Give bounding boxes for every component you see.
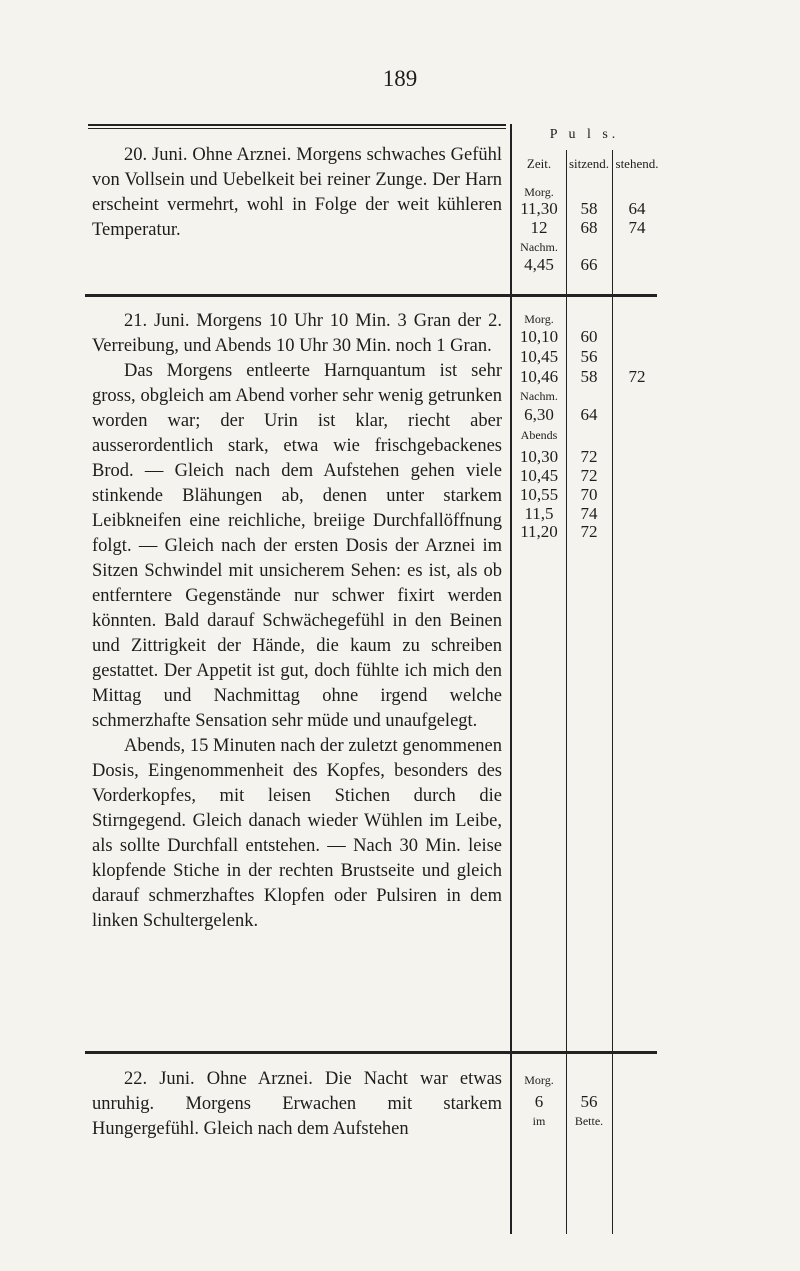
- time-value: 10,30: [519, 447, 559, 466]
- entry-22-juni: [92, 1067, 502, 1142]
- sitting-value: 74: [580, 504, 598, 523]
- time-value: 10,55: [519, 485, 559, 504]
- pulse-header: P u l s.: [549, 127, 620, 142]
- label-morg: Morg.: [524, 312, 554, 326]
- top-rule-thin: [88, 128, 506, 129]
- label-morg: Morg.: [524, 185, 554, 199]
- sitting-value: 72: [580, 447, 598, 466]
- page-number: 189: [382, 66, 418, 91]
- entry-22-text: 22. Juni. Ohne Arznei. Die Nacht war etwas unruhig. Morgens Erwachen mit starkem Hungergefühl. Gleich nach dem Aufstehen: [92, 1069, 502, 1139]
- sitting-value: 58: [580, 199, 598, 218]
- time-value: 10,45: [519, 347, 559, 366]
- divider-rule-1: [85, 294, 657, 297]
- time-value: 11,30: [520, 199, 558, 218]
- col-header-time: Zeit.: [526, 156, 552, 171]
- sitting-value: 56: [580, 347, 598, 366]
- standing-value: 72: [628, 367, 646, 386]
- standing-value: 64: [628, 199, 646, 218]
- time-value: 6: [534, 1092, 544, 1111]
- column-rule-sitting: [612, 150, 613, 1234]
- label-nachm: Nachm.: [520, 389, 558, 403]
- sitting-value: 58: [580, 367, 598, 386]
- time-value: 11,20: [520, 522, 558, 541]
- col-header-sitting: sitzend.: [568, 156, 610, 171]
- time-value: 12: [530, 218, 548, 237]
- sitting-value: 72: [580, 522, 598, 541]
- time-value: 4,45: [524, 255, 554, 274]
- label-abends: Abends: [520, 428, 558, 442]
- entry-20-juni: [92, 143, 502, 243]
- entry-20-text: 20. Juni. Ohne Arznei. Morgens schwaches Gefühl von Vollsein und Uebelkeit bei reiner Zunge. Der Harn erscheint vermehrt, wohl in Folge der weit kühleren Temperatur.: [92, 145, 502, 240]
- standing-value: 74: [628, 218, 646, 237]
- column-rule-time: [566, 150, 567, 1234]
- time-value: 11,5: [524, 504, 554, 523]
- divider-rule-2: [85, 1051, 657, 1054]
- entry-21-juni: [92, 309, 502, 934]
- sitting-value: 64: [580, 405, 598, 424]
- label-nachm: Nachm.: [520, 240, 558, 254]
- column-rule-text: [510, 124, 512, 1234]
- time-note: im: [532, 1114, 546, 1128]
- sitting-note: Bette.: [574, 1114, 604, 1128]
- sitting-value: 66: [580, 255, 598, 274]
- entry-21-para-1: 21. Juni. Morgens 10 Uhr 10 Min. 3 Gran der 2. Verreibung, und Abends 10 Uhr 30 Min. noch 1 Gran.: [92, 311, 502, 356]
- label-morg: Morg.: [524, 1073, 554, 1087]
- sitting-value: 60: [580, 327, 598, 346]
- time-value: 10,46: [519, 367, 559, 386]
- sitting-value: 72: [580, 466, 598, 485]
- sitting-value: 68: [580, 218, 598, 237]
- entry-21-para-3: Abends, 15 Minuten nach der zuletzt genommenen Dosis, Eingenommenheit des Kopfes, besonders des Vorderkopfes, mit leisen Stichen durch die Stirngegend. Gleich danach wieder Wühlen im Leibe, als sollte Durchfall entstehen. — Nach 30 Min. leise klopfende Stiche in der rechten Brustseite und gleich darauf schmerzhaftes Klopfen oder Pulsiren in dem linken Schultergelenk.: [92, 736, 502, 931]
- col-header-standing: stehend.: [615, 156, 659, 171]
- entry-21-para-2: Das Morgens entleerte Harnquantum ist sehr gross, obgleich am Abend vorher sehr wenig getrunken worden war; der Urin ist klar, riecht aber ausserordentlich stark, etwa wie frischgebackenes Brod. — Gleich nach dem Aufstehen gehen viele stinkende Blähungen ab, denen unter starkem Leibkneifen eine reichliche, breiige Durchfallöffnung folgt. — Gleich nach der ersten Dosis der Arznei im Sitzen Schwindel mit unsicherem Sehen: es ist, als ob entferntere Gegenstände nur schwer fixirt werden könnten. Bald darauf Schwächegefühl in den Beinen und Zittrigkeit der Hände, die kaum zu schreiben gestattet. Der Appetit ist gut, doch fühlte ich mich den Mittag und Nachmittag ohne irgend welche schmerzhafte Sensation sehr müde und unaufgelegt.: [92, 361, 502, 731]
- sitting-value: 70: [580, 485, 598, 504]
- sitting-value: 56: [580, 1092, 598, 1111]
- top-rule: [88, 124, 506, 126]
- time-value: 6,30: [524, 405, 554, 424]
- time-value: 10,10: [519, 327, 559, 346]
- time-value: 10,45: [519, 466, 559, 485]
